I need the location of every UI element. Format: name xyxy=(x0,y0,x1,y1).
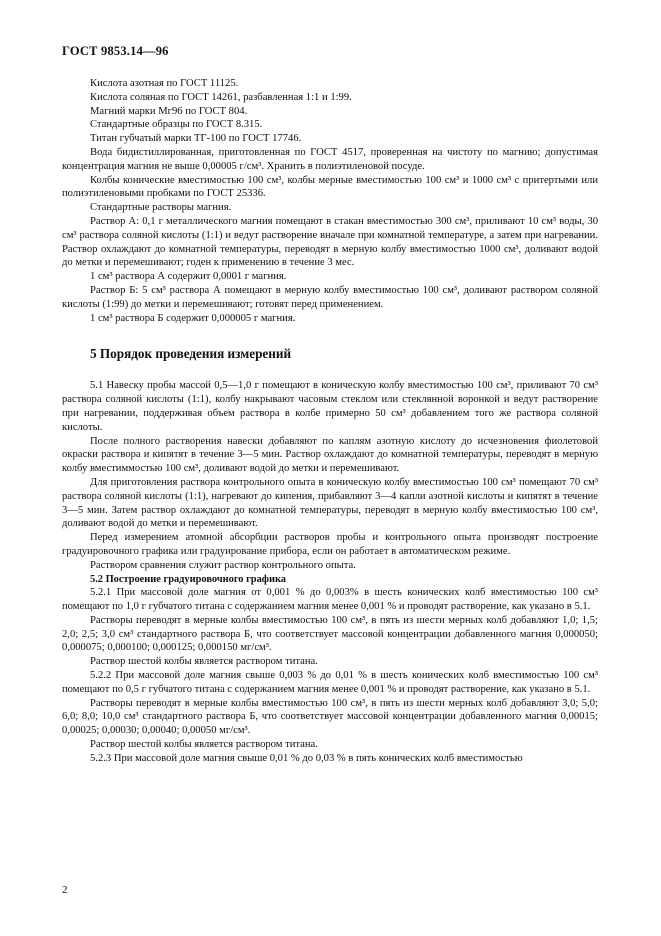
reagent-line: Магний марки Мг96 по ГОСТ 804. xyxy=(90,105,248,117)
subsection-paragraph: Раствор шестой колбы является раствором титана. xyxy=(90,739,318,751)
reagent-line: Кислота соляная по ГОСТ 14261, разбавленная 1:1 и 1:99. xyxy=(90,91,352,103)
reagent-line: Стандартные растворы магния. xyxy=(90,202,232,214)
subsection-paragraph: Раствор шестой колбы является раствором титана. xyxy=(90,656,318,668)
subsection-paragraph: 5.2.1 При массовой доле магния от 0,001 % до 0,003% в шесть конических колб вместимостью 100 см³ помещают по 1,0 г губчатого титана с содержанием магния менее 0,001 % и проводят растворение, как указано в 5.1. xyxy=(62,587,598,613)
reagent-line: Кислота азотная по ГОСТ 11125. xyxy=(90,78,239,89)
section-paragraph: После полного растворения навески добавляют по каплям азотную кислоту до исчезновения фиолетовой окраски раствора и кипятят в течение 3—5 мин. Раствор охлаждают до комнатной температуры, переводят в мерную колбу вместиммостью 100 см³, доливают водой до метки и перемешивают. xyxy=(62,435,598,475)
reagent-paragraph: Раствор А: 0,1 г металлического магния помещают в стакан вместимостью 300 см³, приливают 10 см³ воды, 30 см³ раствора соляной кислоты (1:1) и ведут растворение вначале при комнатной температуре, а затем при нагревании. Раствор охлаждают до комнатной температуры, переводят в мерную колбу вместимостью 1000 см³, доливают водой до метки и перемешивают; годен к применению в течение 3 мес. xyxy=(62,215,598,269)
section-paragraph: Раствором сравнения служит раствор контрольного опыта. xyxy=(90,559,356,571)
reagent-paragraph: Колбы конические вместимостью 100 см³, колбы мерные вместимостью 100 см³ и 1000 см³ с притертыми или полиэтиленовыми пробками по ГОСТ 25336. xyxy=(62,174,598,200)
subsection-paragraph: 5.2.2 При массовой доле магния свыше 0,003 % до 0,01 % в шесть конических колб вместимостью 100 см³ помещают по 0,5 г губчатого титана с содержанием магния менее 0,001 % и проводят растворение, как указано в 5.1. xyxy=(62,670,598,695)
subsection-paragraph: 5.2.3 При массовой доле магния свыше 0,01 % до 0,03 % в пять конических колб вместимостью xyxy=(90,752,523,764)
section-paragraph: 5.1 Навеску пробы массой 0,5—1,0 г помещают в коническую колбу вместимостью 100 см³, приливают 70 см³ раствора соляной кислоты (1:1), колбу накрывают часовым стеклом или стеклянной воронкой и ведут растворение при нагревании, поддерживая объем раствора в колбе примерно 50 см³ добавлением того же раствора соляной кислоты. xyxy=(62,380,598,433)
reagent-paragraph: Вода бидистиллированная, приготовленная по ГОСТ 4517, проверенная на чистоту по магнию; допустимая концентрация магния не выше 0,00005 г/см³. Хранить в полиэтиленовой посуде. xyxy=(62,146,598,172)
section-paragraph: Для приготовления раствора контрольного опыта в коническую колбу вместимостью 100 см³ помещают 70 см³ раствора соляной кислоты (1:1), нагревают до кипения, прибавляют 3—4 капли азотной кислоты и кипятят в течение 3—5 мин. Затем раствор охлаждают до комнатной температуры, переводят в мерную колбу вместимостью 100 см³, доливают водой до метки и перемешивают. xyxy=(62,476,598,530)
reagent-line: Стандартные образцы по ГОСТ 8.315. xyxy=(90,119,263,131)
document-header: ГОСТ 9853.14—96 xyxy=(62,44,169,58)
section-title: 5 Порядок проведения измерений xyxy=(90,346,292,362)
reagent-line: 1 см³ раствора А содержит 0,0001 г магния. xyxy=(90,271,287,283)
reagent-line: 1 см³ раствора Б содержит 0,000005 г магния. xyxy=(90,312,296,324)
section-paragraph: Перед измерением атомной абсорбции растворов пробы и контрольного опыта производят построение градуировочного графика или градуирование прибора, если он работает в автоматическом режиме. xyxy=(62,532,598,557)
page-number: 2 xyxy=(62,884,68,896)
subsection-title: 5.2 Построение градуировочного графика xyxy=(90,573,286,585)
subsection-paragraph: Растворы переводят в мерные колбы вместимостью 100 см³, в пять из шести мерных колб добавляют 1,0; 1,5; 2,0; 2,5; 3,0 см³ стандартного раствора Б, что соответствует массовой концентрации добавленного магния 0,000050; 0,000075; 0,000100; 0,000125; 0,000150 мг/см³. xyxy=(62,614,598,654)
document-body xyxy=(62,77,598,766)
reagent-paragraph: Раствор Б: 5 см³ раствора А помещают в мерную колбу вместимостью 100 см³, доливают раствором соляной кислоты (1:99) до метки и перемешивают; готовят перед применением. xyxy=(62,284,598,310)
reagent-line: Титан губчатый марки ТГ-100 по ГОСТ 17746. xyxy=(90,133,302,145)
subsection-paragraph: Растворы переводят в мерные колбы вместимостью 100 см³, в пять из шести мерных колб добавляют 3,0; 5,0; 6,0; 8,0; 10,0 см³ стандартного раствора Б, что соответствует массовой концентрации добавленного магния 0,00015; 0,00025; 0,00030; 0,00040; 0,00050 мг/см³. xyxy=(62,697,598,737)
